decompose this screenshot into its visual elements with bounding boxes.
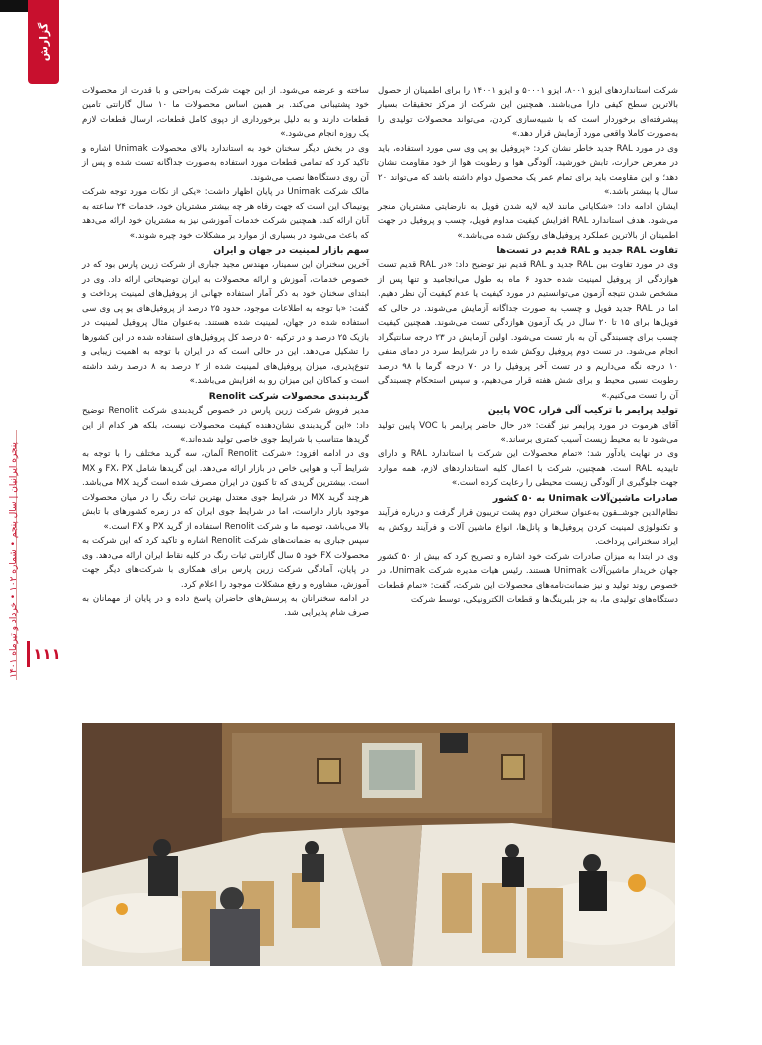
body-paragraph: وی در بخش دیگر سخنان خود به استاندارد بالای محصولات Unimak اشاره و تاکید کرد که تمامی قطعات مورد استفاده به‌صورت جداگانه تست شده و پس از آن روی دستگاه‌ها نصب می‌شوند.	[82, 143, 369, 183]
section-label: گزارش	[37, 22, 50, 62]
body-paragraph: سپس جباری به ضمانت‌های شرکت Renolit اشاره و تاکید کرد که این شرکت به محصولات FX خود ۵ سال گارانتی ثبات رنگ در کلیه نقاط ایران ارائه می‌دهد. وی در پایان، آمادگی شرکت زرین پارس برای همکاری با شرکت‌های دیگر جهت آموزش، مشاوره و رفع مشکلات موجود را اعلام کرد.	[82, 536, 370, 590]
body-paragraph: ایشان ادامه داد: «شکایاتی مانند لایه لایه شدن فویل به نارضایتی مشتریان منجر می‌شود. هدف استاندارد RAL افزایش کیفیت مداوم فویل، چسب و پروفیل در جهت اطمینان از بالاترین عملکرد پروفیل‌های روکش شده می‌باشد.»	[378, 201, 678, 241]
body-paragraph: وی در ابتدا به میزان صادرات شرکت خود اشاره و تصریح کرد که بیش از ۵۰ کشور جهان خریدار ماشین‌آلات Unimak هستند. رئیس هیات مدیره شرکت Unimak، در خصوص روند تولید و نیز ضمانت‌نامه‌های محصولات این شرکت، گفت: «تمام قطعات دستگاه‌های تولیدی ما، به جز بلبرینگ‌ها و قطعات الکترونیکی، توسط شرکت	[378, 551, 678, 605]
body-paragraph: آخرین سخنران این سمینار، مهندس مجید جباری از شرکت زرین پارس بود که در خصوص خدمات، آموزش و ارائه محصولات به ایران توضیحاتی ارائه داد. وی در ابتدای سخنان خود به ذکر آمار استفاده جهانی از پروفیل‌های لمینیت پرداخت و گفت: «با توجه به اطلاعات موجود، حدود ۲۵ درصد از پروفیل‌های یو پی وی سی استفاده شده در جهان، لمینیت شده هستند. به‌عنوان مثال پروفیل لمینیت در بازیک ۲۵ درصد و در ترکیه ۵۰ درصد کل پروفیل‌های استفاده شده در این کشورها را تشکیل می‌دهد. این در حالی است که در ایران با توجه به اهمیت زیبایی و تنوع‌پذیری، میزان پروفیل‌های لمینیت شده از ۲ درصد به ۸ درصد رشد داشته است و کماکان این میزان رو به افزایش می‌باشد.»	[82, 260, 369, 387]
section-heading: سهم بازار لمینیت در جهان و ایران	[213, 244, 369, 256]
side-issue-text: پنجره ایرانیان | سال پنجم • شماره ۱۰۲ • خرداد و تیرماه ۱۴۰۱	[9, 442, 19, 678]
seminar-photo-illustration	[82, 723, 675, 966]
body-paragraph: وی در مورد تفاوت بین RAL جدید و RAL قدیم نیز توضیح داد: «در RAL قدیم تست هوازدگی از پروفیل لمینیت شده حدود ۶ ماه به طول می‌انجامید و تنها پس از مشخص شدن نتیجه آزمون می‌توانستیم در مورد کیفیت یا عدم کیفیت آن نظر دهیم. اما در RAL جدید فویل و چسب به صورت جداگانه آزمایش می‌شوند. در حالی که فویل‌ها برای ۱۵ تا ۲۰ سال در یک آزمون هوازدگی تست می‌شوند. همچنین کیفیت چسب برای چسبندگی آن به بار تست می‌شود. اولین آزمایش در ۲۳ درجه سانتیگراد انجام می‌شود. در تست دوم پروفیل روکش شده را در شرایط سرد در دمای منفی ۱۰ درجه نگه می‌داریم و در تست آخر پروفیل را در ۷۰ درجه گرما با ۹۸ درصد رطوبت نسبی محیط و برای شش هفته قرار می‌دهیم، و سپس استحکام چسبندگی آن را تست می‌کنیم.»	[378, 260, 679, 401]
corner-mark	[0, 0, 28, 12]
body-paragraph: وی در مورد RAL جدید خاطر نشان کرد: «پروفیل یو پی وی سی مورد استفاده، باید در معرض حرارت، تابش خورشید، آلودگی هوا و رطوبت هوا از خود مقاومت نشان دهد؛ و این مقاومت باید برای تمام عمر یک محصول دوام داشته باشد که می‌تواند ۲۰ سال یا بیشتر باشد.»	[378, 143, 678, 198]
page-number: ۱۱۱	[27, 641, 64, 667]
body-paragraph: شرکت استانداردهای ایزو ۸۰۰۱، ایزو ۵۰۰۰۱ و ایزو ۱۴۰۰۱ را برای اطمینان از حصول بالاترین سطح کیفی دارا می‌باشند. همچنین این شرکت از مرکز تحقیقات بسیار پیشرفته‌ای برخوردار است که با شبیه‌سازی کردن، می‌تواند محصولات تولیدی را به‌صورت کاملا واقعی مورد آزمایش قرار دهد.»	[378, 86, 678, 140]
article-column-right	[378, 84, 678, 607]
body-paragraph: آقای هرموت در مورد پرایمر نیز گفت: «در حال حاضر پرایمر با VOC پایین تولید می‌شود تا به محیط زیست آسیب کمتری برساند.»	[378, 420, 678, 445]
section-heading: تفاوت RAL جدید و RAL قدیم در تست‌ها	[496, 244, 678, 256]
seminar-photo	[82, 723, 675, 966]
body-paragraph: در ادامه سخنرانان به پرسش‌های حاضران پاسخ داده و در پایان از مهمانان به صرف شام پذیرایی شد.	[82, 593, 369, 619]
section-heading: صادرات ماشین‌آلات Unimak به ۵۰ کشور	[492, 492, 678, 504]
section-tab	[28, 0, 59, 84]
body-paragraph: وی در ادامه افزود: «شرکت Renolit آلمان، سه گرید مختلف را با توجه به شرایط آب و هوایی خاص در بازار ارائه می‌دهد. این گریدها شامل FX، PX و MX است. بیشترین گریدی که تا کنون در ایران مصرف شده است گرید MX می‌باشد. هرچند گرید MX در شرایط جوی معتدل بهترین ثبات رنگ را در میان محصولات موجود بازار داراست، اما در شرایط جوی ایران که در زمره کشورهای با تابش بالا می‌باشد، توصیه ما و شرکت Renolit استفاده از گرید PX و FX است.»	[82, 449, 370, 532]
body-paragraph: ساخته و عرضه می‌شود. از این جهت شرکت به‌راحتی و با قدرت از محصولات خود پشتیبانی می‌کند. بر همین اساس محصولات ما ۱۰ سال گارانتی تامین قطعات دارند و به دلیل برخورداری از دپوی کامل قطعات، ارسال قطعات لازم یک روزه انجام می‌شود.»	[82, 86, 369, 140]
section-heading: تولید پرایمر با ترکیب آلی فرار، VOC پایین	[487, 405, 678, 417]
section-heading: گریدبندی محصولات شرکت Renolit	[208, 390, 369, 402]
article-column-left	[82, 84, 369, 621]
body-paragraph: مالک شرکت Unimak در پایان اظهار داشت: «یکی از نکات مورد توجه شرکت یونیماک این است که جهت رفاه هر چه بیشتر مشتریان خود، خدمات ۲۴ ساعته به آنان ارائه کند. همچنین شرکت خدمات آموزشی نیز به مشتریان خود ارائه می‌دهد که باعث می‌شود در بسیاری از موارد بر مشکلات خود چیره شوند.»	[82, 187, 369, 241]
body-paragraph: وی در نهایت یادآور شد: «تمام محصولات این شرکت با استاندارد RAL و دارای تاییدیه RAL است. همچنین، شرکت با اعمال کلیه استانداردهای لازم، همه موارد جهت جلوگیری از آلودگی زیست محیطی را رعایت کرده است.»	[378, 449, 678, 489]
body-paragraph: مدیر فروش شرکت زرین پارس در خصوص گریدبندی شرکت Renolit توضیح داد: «این گریدبندی نشان‌دهنده کیفیت محصولات نیست، بلکه هر کدام از این گریدها متناسب با شرایط جوی خاصی تولید شده‌اند.»	[82, 406, 369, 445]
body-paragraph: نظام‌الدین جوشــقون به‌عنوان سخنران دوم پشت تریبون قرار گرفت و درباره فرآیند و تکنولوژی لمینیت کردن پروفیل‌ها و پانل‌ها، انواع ماشین آلات و فرآیند روکش به ایراد سخنرانی پرداخت.	[378, 508, 678, 548]
